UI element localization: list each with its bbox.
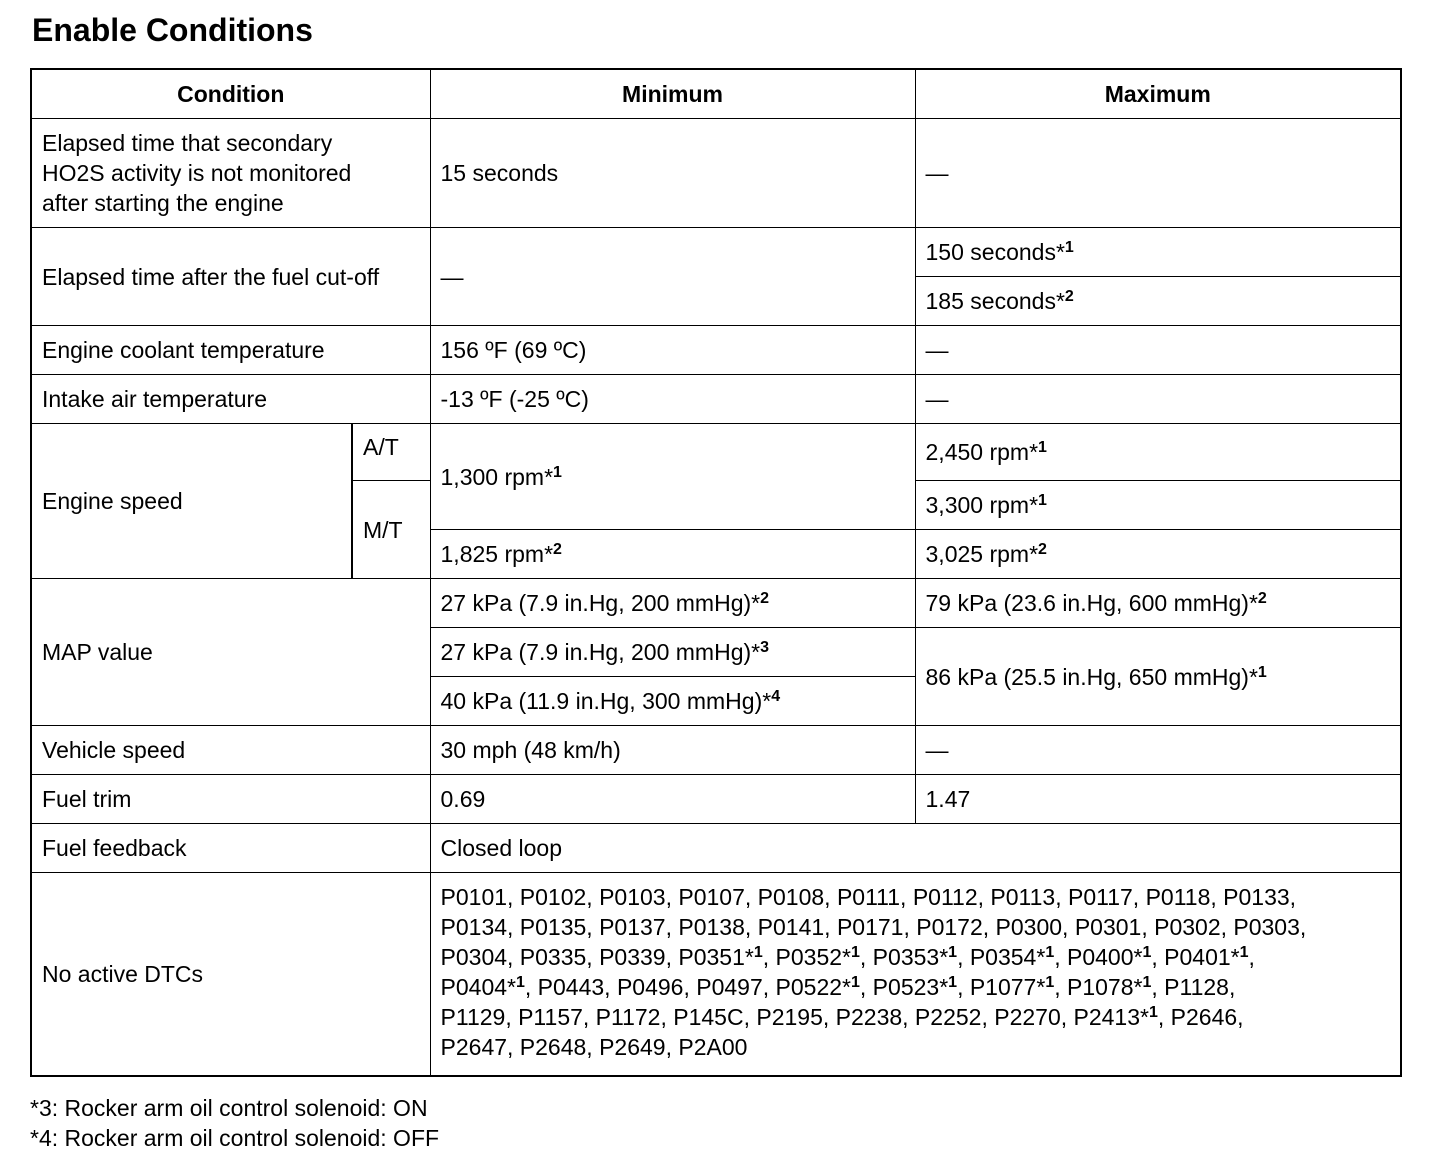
min-value: — [430,228,915,326]
max-value: 3,025 rpm*$^2$ [915,530,1401,579]
condition-label: Elapsed time that secondary HO2S activity is not monitored after starting the engine [31,119,430,228]
max-value: — [915,726,1401,775]
page-title: Enable Conditions [32,12,313,48]
min-value: 27 kPa (7.9 in.Hg, 200 mmHg)*$^3$ [430,628,915,677]
min-value: 156 ºF (69 ºC) [430,326,915,375]
min-value: -13 ºF (-25 ºC) [430,375,915,424]
min-value: 30 mph (48 km/h) [430,726,915,775]
max-value: 86 kPa (25.5 in.Hg, 650 mmHg)*$^1$ [915,628,1401,726]
header-minimum: Minimum [430,69,915,119]
header-maximum: Maximum [915,69,1401,119]
footnotes [30,1093,439,1153]
max-value: 3,300 rpm*$^1$ [915,481,1401,530]
table-row [31,775,1401,824]
table-row [31,424,1401,481]
table-row [31,824,1401,873]
max-value: — [915,326,1401,375]
max-value: 2,450 rpm*$^1$ [915,424,1401,481]
table-row [31,726,1401,775]
max-value: 150 seconds*$^1$ [915,228,1401,277]
condition-label: Vehicle speed [31,726,430,775]
dtc-line: P0134, P0135, P0137, P0138, P0141, P0171, P0172, P0300, P0301, P0302, P0303, [440,914,1307,940]
max-value: — [915,119,1401,228]
header-condition: Condition [31,69,430,119]
min-value: 40 kPa (11.9 in.Hg, 300 mmHg)*$^4$ [430,677,915,726]
condition-label: Fuel feedback [31,824,430,873]
min-value: 0.69 [430,775,915,824]
table-row [31,326,1401,375]
condition-label: Engine coolant temperature [31,326,430,375]
dtc-line: P2647, P2648, P2649, P2A00 [440,1034,748,1060]
dtc-line: P0101, P0102, P0103, P0107, P0108, P0111, P0112, P0113, P0117, P0118, P0133, [440,884,1297,910]
footnote-3: *3: Rocker arm oil control solenoid: ON [30,1095,428,1121]
max-value: 185 seconds*$^2$ [915,277,1401,326]
max-value: 79 kPa (23.6 in.Hg, 600 mmHg)*$^2$ [915,579,1401,628]
max-value: — [915,375,1401,424]
min-value: 1,300 rpm*$^1$ [430,424,915,530]
min-value: 15 seconds [430,119,915,228]
condition-label: Fuel trim [31,775,430,824]
dtc-list [430,873,1401,1077]
min-value: 1,825 rpm*$^2$ [430,530,915,579]
transmission-mt: M/T [352,481,430,579]
transmission-at: A/T [352,424,430,481]
condition-label: MAP value [31,579,430,726]
table-row [31,119,1401,228]
table-row [31,375,1401,424]
dtc-line: P0304, P0335, P0339, P0351*$^1$, P0352*$^1$, P0353*$^1$, P0354*$^1$, P0400*$^1$, P0401*$^1$, [440,944,1255,970]
footnote-4: *4: Rocker arm oil control solenoid: OFF [30,1125,440,1151]
condition-label: Engine speed [31,424,352,579]
condition-label: No active DTCs [31,873,430,1077]
min-value: 27 kPa (7.9 in.Hg, 200 mmHg)*$^2$ [430,579,915,628]
feedback-value: Closed loop [430,824,1401,873]
condition-label: Intake air temperature [31,375,430,424]
dtc-line: P1129, P1157, P1172, P145C, P2195, P2238, P2252, P2270, P2413*$^1$, P2646, [440,1004,1244,1030]
condition-label: Elapsed time after the fuel cut-off [31,228,430,326]
table-row [31,873,1401,1077]
table-row [31,579,1401,628]
max-value: 1.47 [915,775,1401,824]
table-row [31,228,1401,277]
enable-conditions-table [30,68,1402,1077]
dtc-line: P0404*$^1$, P0443, P0496, P0497, P0522*$^1$, P0523*$^1$, P1077*$^1$, P1078*$^1$, P1128, [440,974,1236,1000]
header-row [31,69,1401,119]
